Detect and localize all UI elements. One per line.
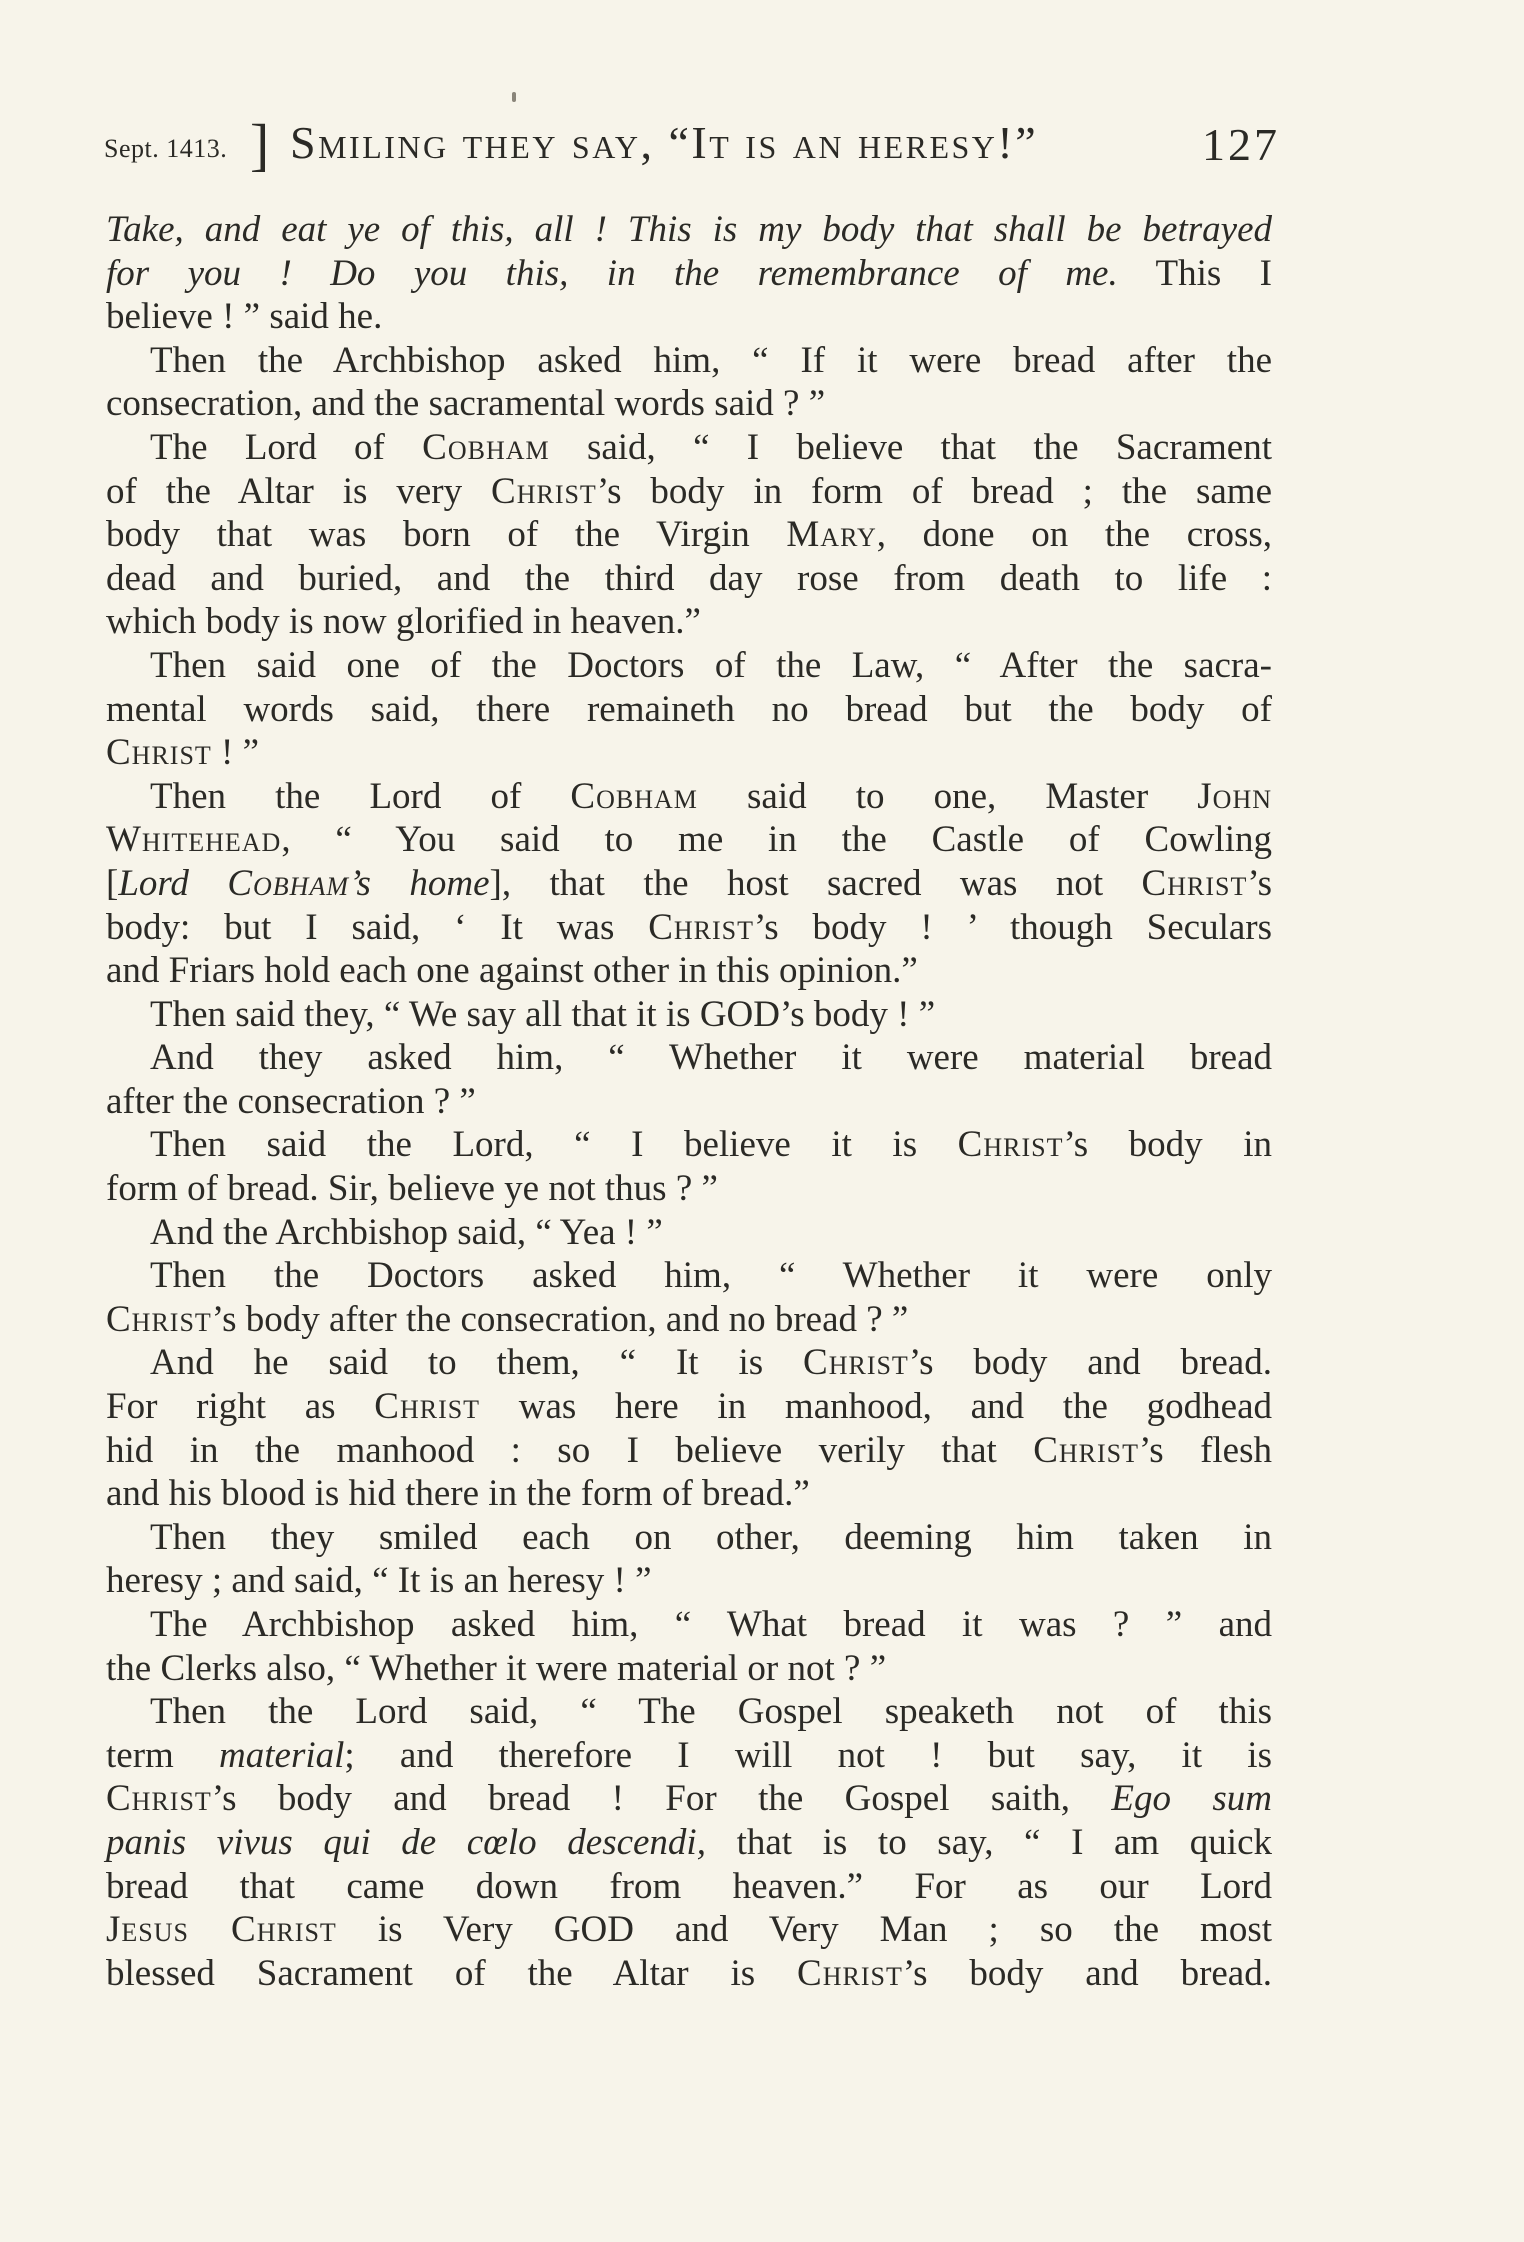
page-number: 127 xyxy=(1202,119,1280,170)
text-segment: and his blood is hid there in the form of bread.” xyxy=(106,1473,810,1515)
text-segment: ; and therefore I will not ! but say, it is xyxy=(344,1734,1272,1776)
text-segment: which body is now glorified in heaven.” xyxy=(106,601,701,643)
text-segment: The Archbishop asked him, “ What bread it was ? ” and xyxy=(150,1604,1272,1645)
text-segment: Christ xyxy=(106,1298,212,1340)
text-segment: Christ xyxy=(491,470,597,512)
text-segment: ], that the host sacred was not xyxy=(489,862,1142,904)
text-segment: ’s body ! ’ though Seculars xyxy=(754,906,1272,948)
body-text xyxy=(106,208,1272,1995)
text-line xyxy=(106,862,1272,906)
text-segment: Then the Lord said, “ The Gospel speaketh not of this xyxy=(150,1691,1272,1733)
text-segment: Then said the Lord, “ I believe it is xyxy=(150,1124,958,1166)
text-segment: is Very GOD and Very Man ; so the most xyxy=(336,1909,1272,1951)
text-segment: ’s flesh xyxy=(1138,1429,1272,1471)
text-segment: Cobham xyxy=(570,775,698,817)
text-segment: for you ! Do you this, in the remembrance of me. xyxy=(106,252,1118,294)
text-segment: Christ xyxy=(374,1386,481,1428)
text-segment: blessed Sacrament of the Altar is xyxy=(106,1952,798,1994)
text-line xyxy=(106,1036,1272,1080)
text-segment: believe ! ” said he. xyxy=(106,296,383,338)
text-segment: John xyxy=(1197,775,1272,817)
text-segment: ’s body and bread. xyxy=(902,1952,1272,1994)
text-segment: bread that came down from heaven.” For as our Lord xyxy=(106,1865,1272,1907)
text-line xyxy=(106,600,1272,644)
text-line xyxy=(106,1211,1272,1255)
text-line xyxy=(106,1603,1272,1647)
text-line xyxy=(106,1080,1272,1124)
text-segment: ’s body and bread ! For the Gospel saith, xyxy=(211,1778,1112,1820)
text-segment: Then they smiled each on other, deeming him taken in xyxy=(150,1516,1272,1558)
text-segment: form of bread. Sir, believe ye not thus ? ” xyxy=(106,1168,718,1210)
text-segment: , “ You said to me in the Castle of Cowling xyxy=(281,819,1272,861)
text-line xyxy=(106,557,1272,601)
text-line xyxy=(106,775,1272,819)
text-line xyxy=(106,1298,1272,1342)
text-segment: Then said one of the Doctors of the Law, “ After the sacra- xyxy=(150,644,1272,686)
text-segment: ’s home xyxy=(349,862,490,904)
text-segment: consecration, and the sacramental words said ? ” xyxy=(106,383,826,425)
text-line xyxy=(106,252,1272,296)
text-segment: And he said to them, “ It is xyxy=(150,1342,804,1384)
text-segment: Cobham xyxy=(227,862,349,904)
text-line xyxy=(106,1559,1272,1603)
text-segment: Whitehead xyxy=(106,819,282,861)
text-segment: Christ xyxy=(1141,862,1248,904)
text-line xyxy=(106,1429,1272,1473)
text-segment: Take, and eat ye of this, all ! This is my body that shall be betrayed xyxy=(106,209,1272,250)
text-segment: This I xyxy=(1117,252,1272,294)
text-line xyxy=(106,382,1272,426)
text-line xyxy=(106,339,1272,383)
text-segment: said to one, Master xyxy=(697,775,1198,817)
text-line xyxy=(106,1777,1272,1821)
text-segment: term xyxy=(106,1734,220,1776)
text-segment: the Clerks also, “ Whether it were material or not ? ” xyxy=(106,1647,887,1689)
text-line xyxy=(106,1734,1272,1778)
text-segment: body that was born of the Virgin xyxy=(106,514,787,556)
text-segment: ! ” xyxy=(211,732,260,774)
text-segment: dead and buried, and the third day rose from death to life : xyxy=(106,557,1272,599)
text-line xyxy=(106,1472,1272,1516)
text-segment: Christ xyxy=(106,1778,212,1820)
running-head xyxy=(104,112,1280,178)
text-line xyxy=(106,993,1272,1037)
text-line xyxy=(106,513,1272,557)
text-segment: Christ xyxy=(648,906,754,948)
text-segment: , done on the cross, xyxy=(876,514,1272,556)
text-segment: after the consecration ? ” xyxy=(106,1080,476,1122)
text-segment: said, “ I believe that the Sacrament xyxy=(549,426,1272,468)
text-segment: And they asked him, “ Whether it were material bread xyxy=(150,1037,1272,1079)
text-line xyxy=(106,1516,1272,1560)
text-segment: that is to say, “ I am quick xyxy=(705,1821,1272,1863)
text-segment: Then the Lord of xyxy=(150,775,571,817)
text-segment: Cobham xyxy=(422,426,550,468)
text-line xyxy=(106,1254,1272,1298)
text-segment: heresy ; and said, “ It is an heresy ! ” xyxy=(106,1560,652,1602)
text-segment: Then the Archbishop asked him, “ If it were bread after the xyxy=(150,339,1272,381)
text-segment: ’s body in form of bread ; the same xyxy=(596,470,1273,512)
text-segment: ’s body in xyxy=(1063,1124,1272,1166)
text-line xyxy=(106,644,1272,688)
text-line xyxy=(106,1908,1272,1952)
printer-mark xyxy=(512,92,516,102)
text-segment: Christ xyxy=(1033,1429,1139,1471)
running-head-title: Smiling they say, “It is an heresy!” xyxy=(290,117,1039,168)
text-line xyxy=(106,470,1272,514)
text-segment: [ xyxy=(106,862,119,904)
text-segment: hid in the manhood : so I believe verily that xyxy=(106,1429,1034,1471)
text-segment: And the Archbishop said, “ Yea ! ” xyxy=(150,1211,663,1253)
text-line xyxy=(106,906,1272,950)
text-segment: Then the Doctors asked him, “ Whether it were only xyxy=(150,1255,1272,1297)
text-segment: Christ xyxy=(803,1342,909,1384)
text-line xyxy=(106,1341,1272,1385)
text-segment: ’s xyxy=(1247,862,1273,904)
text-segment: Christ xyxy=(957,1124,1064,1166)
text-segment: Lord xyxy=(118,862,228,904)
text-segment: was here in manhood, and the godhead xyxy=(480,1386,1272,1428)
running-head-date: Sept. 1413. xyxy=(104,134,228,163)
text-line xyxy=(106,1865,1272,1909)
text-line xyxy=(106,426,1272,470)
text-line xyxy=(106,1690,1272,1734)
text-line xyxy=(106,1167,1272,1211)
text-segment: For right as xyxy=(106,1386,375,1428)
text-segment: material xyxy=(219,1734,345,1776)
text-line xyxy=(106,1952,1272,1996)
text-line xyxy=(106,1123,1272,1167)
running-head-bracket: ] xyxy=(250,112,270,177)
text-segment: Then said they, “ We say all that it is GOD’s body ! ” xyxy=(150,993,936,1035)
text-segment: ’s body and bread. xyxy=(908,1342,1272,1384)
text-line xyxy=(106,949,1272,993)
text-line xyxy=(106,818,1272,862)
text-segment: The Lord of xyxy=(150,426,423,468)
text-segment: and Friars hold each one against other in this opinion.” xyxy=(106,950,918,992)
text-line xyxy=(106,688,1272,732)
text-segment: Christ xyxy=(106,732,212,774)
text-line xyxy=(106,731,1272,775)
text-segment: of the Altar is very xyxy=(106,470,492,512)
text-line xyxy=(106,295,1272,339)
text-line xyxy=(106,1821,1272,1865)
text-line xyxy=(106,1647,1272,1691)
text-segment: Christ xyxy=(797,1952,903,1994)
text-segment: panis vivus qui de cœlo descendi, xyxy=(106,1821,706,1863)
text-line xyxy=(106,1385,1272,1429)
text-segment: Mary xyxy=(786,514,877,556)
text-segment: mental words said, there remaineth no bread but the body of xyxy=(106,688,1272,730)
text-line xyxy=(106,208,1272,252)
text-segment: Jesus Christ xyxy=(106,1909,337,1951)
text-segment: body: but I said, ‘ It was xyxy=(106,906,649,948)
text-segment: Ego sum xyxy=(1111,1778,1272,1820)
text-segment: ’s body after the consecration, and no bread ? ” xyxy=(211,1298,909,1340)
